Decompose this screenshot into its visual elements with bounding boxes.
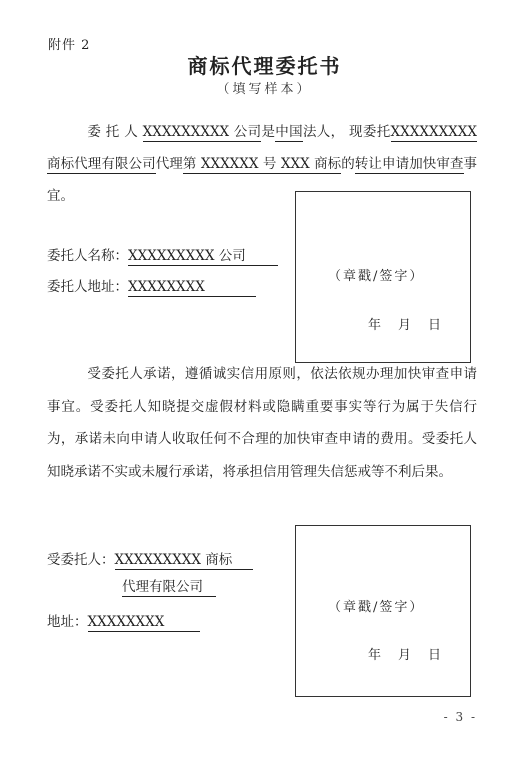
agent-name-value-line1: XXXXXXXXX 商标	[115, 553, 253, 570]
client-name-fill: XXXXXXXXX 公司	[142, 124, 262, 140]
agent-name-value-line2: 代理有限公司	[122, 580, 216, 597]
intro-text-4: 代理	[155, 156, 183, 172]
agent-name-row-2	[122, 579, 216, 597]
intro-text-3: 法人， 现委托	[302, 124, 391, 140]
matter-fill: 转让申请加快审查	[354, 156, 464, 172]
agency-name-fill: XXXXXXXXX 商标代理有限公司	[47, 124, 478, 172]
client-address-label: 委托人地址：	[47, 279, 128, 295]
agent-name-label: 受委托人：	[47, 552, 115, 568]
agent-address-label: 地址：	[47, 614, 88, 630]
agent-name-row	[47, 548, 253, 570]
client-seal-date: 年 月 日	[368, 318, 444, 333]
client-name-label: 委托人名称：	[47, 248, 128, 264]
document-title: 商标代理委托书	[187, 54, 342, 78]
client-address-row	[47, 275, 256, 297]
client-name-row	[47, 244, 278, 266]
agent-address-value: XXXXXXXX	[88, 615, 200, 632]
intro-text-5: 的	[341, 156, 355, 172]
commitment-paragraph	[47, 358, 477, 488]
client-nationality-fill: 中国	[275, 124, 303, 140]
intro-text-2: 是	[261, 124, 276, 140]
commitment-text: 受委托人承诺，遵循诚实信用原则，依法依规办理加快审查申请事宜。受委托人知晓提交虚假材料或隐瞒重要事实等行为属于失信行为，承诺未向申请人收取任何不合理的加快审查申请的费用。受委托人知晓承诺不实或未履行承诺，将承担信用管理失信惩戒等不利后果。	[47, 366, 477, 480]
document-subtitle: （填写样本）	[216, 82, 313, 97]
page-number: - 3 -	[443, 710, 477, 724]
client-name-value: XXXXXXXXX 公司	[128, 249, 278, 266]
agent-seal-date: 年 月 日	[368, 648, 444, 663]
client-address-value: XXXXXXXX	[128, 280, 256, 297]
intro-text-1: 委 托 人	[87, 124, 143, 140]
agent-address-row	[47, 610, 200, 632]
trademark-number-fill: 第 XXXXXX 号 XXX 商标	[182, 156, 342, 172]
agent-seal-label: （章戳/签字）	[328, 600, 425, 615]
attachment-label: 附件 2	[48, 38, 91, 53]
agent-seal-box	[295, 525, 471, 697]
client-seal-label: （章戳/签字）	[328, 269, 425, 284]
intro-text-6: 事宜。	[47, 156, 478, 204]
client-seal-box	[295, 191, 471, 363]
